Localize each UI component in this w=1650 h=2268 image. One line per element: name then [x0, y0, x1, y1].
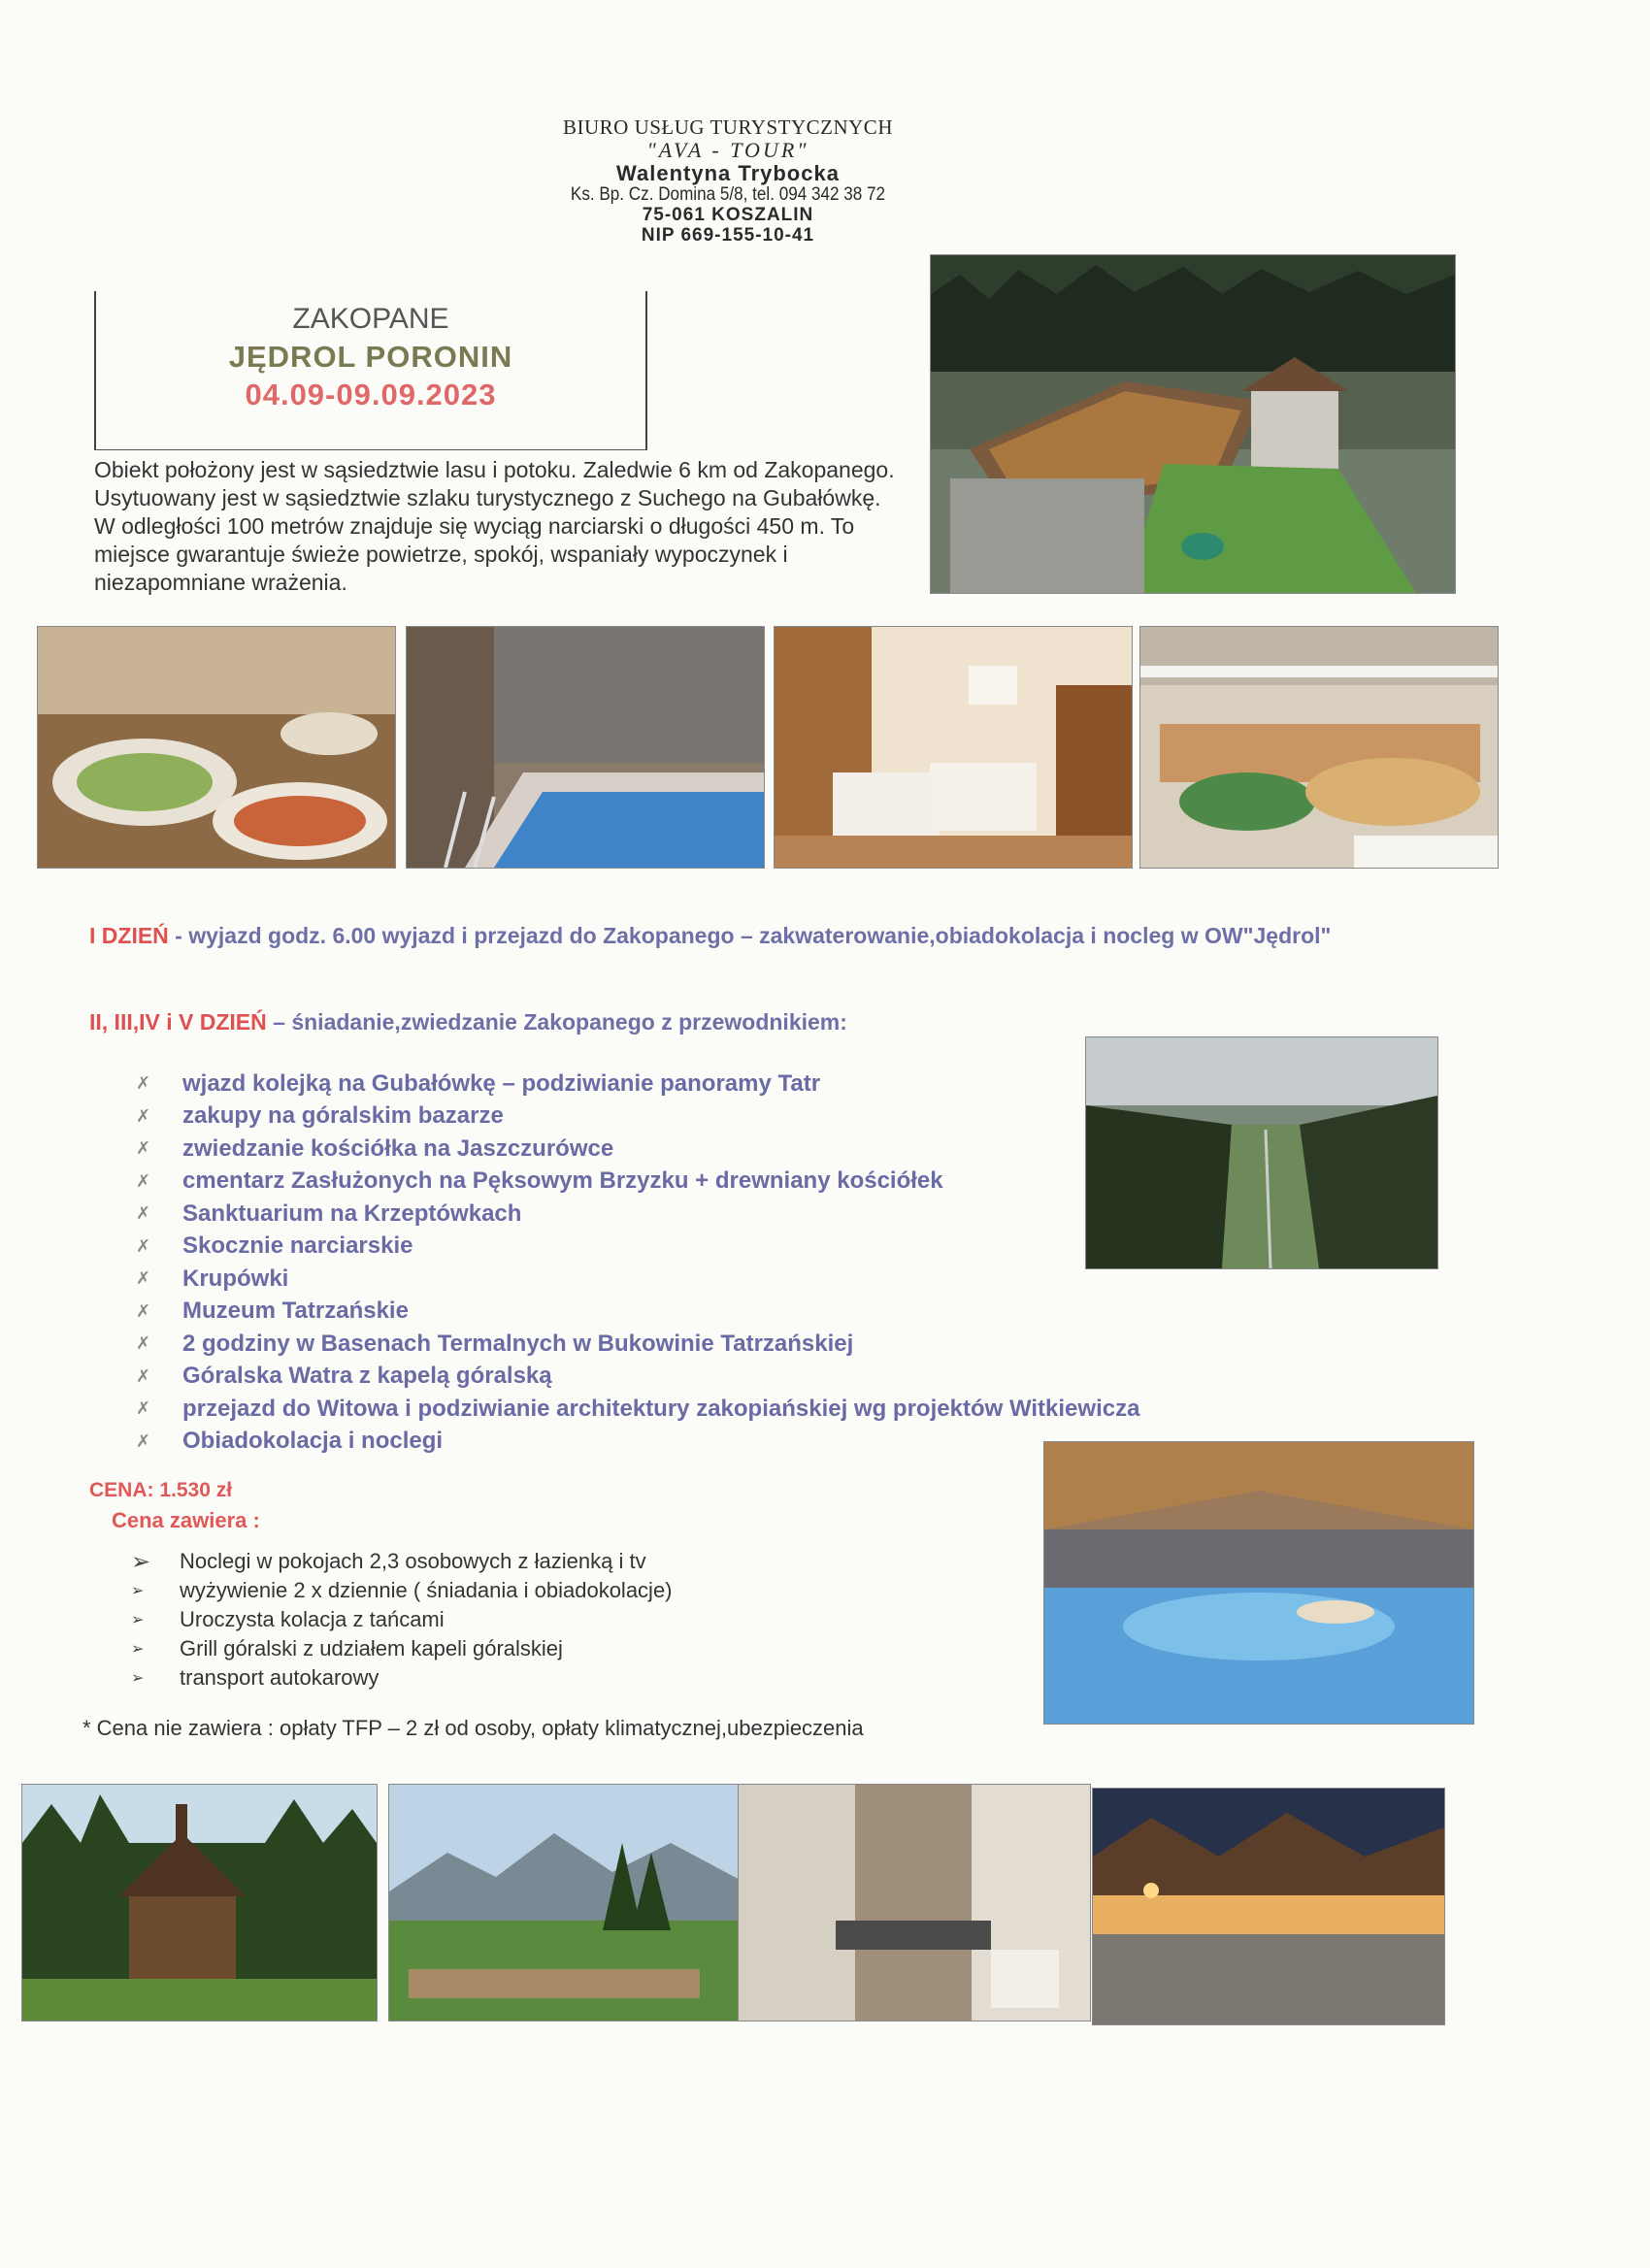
arrow-bullet-icon: ➢ [131, 1670, 145, 1687]
mountain-view-photo [388, 1784, 744, 2021]
market-stalls-photo [738, 1784, 1091, 2021]
tour-item-label: Obiadokolacja i noclegi [182, 1428, 444, 1455]
list-item [131, 1634, 673, 1663]
bedroom-photo [774, 626, 1133, 869]
tour-item-label: Góralska Watra z kapelą góralską [182, 1363, 552, 1390]
list-item [136, 1393, 1301, 1426]
tour-item-label: Skocznie narciarskie [182, 1233, 413, 1260]
x-bullet-icon: ✗ [136, 1138, 151, 1159]
day2-text [89, 1009, 1060, 1035]
tour-item-label: przejazd do Witowa i podziwianie architektury zakopiańskiej wg projektów Witkiewicza [182, 1395, 1140, 1422]
stamp-line-4: Ks. Bp. Cz. Domina 5/8, tel. 094 342 38 72 [570, 184, 886, 206]
hotel-aerial-photo [930, 254, 1456, 594]
arrow-bullet-icon: ➢ [131, 1612, 145, 1628]
x-bullet-icon: ✗ [136, 1365, 151, 1386]
day2-description: – śniadanie,zwiedzanie Zakopanego z przewodnikiem: [266, 1009, 847, 1035]
tour-list [136, 1068, 1301, 1458]
x-bullet-icon: ✗ [136, 1073, 151, 1094]
x-bullet-icon: ✗ [136, 1105, 151, 1126]
dining-photo [1139, 626, 1499, 869]
krupowki-street-photo [1092, 1788, 1445, 2025]
list-item [136, 1068, 1301, 1101]
wooden-chapel-photo [21, 1784, 378, 2021]
x-bullet-icon: ✗ [136, 1235, 151, 1256]
includes-item-label: Uroczysta kolacja z tańcami [180, 1607, 445, 1631]
tour-item-label: cmentarz Zasłużonych na Pęksowym Brzyzku + drewniany kościółek [182, 1167, 943, 1195]
title-box [94, 291, 647, 450]
list-item [136, 1361, 1301, 1394]
title-dates: 04.09-09.09.2023 [245, 378, 497, 411]
x-bullet-icon: ✗ [136, 1398, 151, 1419]
tour-item-label: Sanktuarium na Krzeptówkach [182, 1200, 522, 1227]
arrow-bullet-icon: ➢ [131, 1548, 151, 1575]
agency-stamp [505, 116, 951, 247]
stamp-line-2: "AVA - TOUR" [646, 138, 809, 163]
tour-item-label: 2 godziny w Basenach Termalnych w Bukowinie Tatrzańskiej [182, 1330, 854, 1357]
tour-item-label: zwiedzanie kościółka na Jaszczurówce [182, 1134, 614, 1162]
x-bullet-icon: ✗ [136, 1203, 151, 1224]
stamp-line-5: 75-061 KOSZALIN [642, 205, 814, 226]
thermal-baths-photo [1043, 1441, 1474, 1725]
title-city: ZAKOPANE [292, 303, 449, 335]
list-item [136, 1328, 1301, 1361]
list-item [131, 1663, 673, 1693]
day1-text [89, 920, 1429, 951]
title-place: JĘDROL PORONIN [228, 340, 513, 374]
list-item [136, 1198, 1301, 1231]
buffet-photo [37, 626, 396, 869]
x-bullet-icon: ✗ [136, 1268, 151, 1289]
includes-item-label: transport autokarowy [180, 1665, 380, 1690]
stamp-line-1: BIURO USŁUG TURYSTYCZNYCH [563, 115, 893, 139]
x-bullet-icon: ✗ [136, 1333, 151, 1354]
list-item [131, 1605, 673, 1634]
list-item [136, 1101, 1301, 1134]
tour-item-label: Muzeum Tatrzańskie [182, 1298, 409, 1325]
day2-label: II, III,IV i V DZIEŃ [89, 1009, 267, 1035]
intro-text: Obiekt położony jest w sąsiedztwie lasu i potoku. Zaledwie 6 km od Zakopanego. Usytuowany jest w sąsiedztwie szlaku turystycznego z Suchego na Gubałówkę. W odległości 100 metrów znajduje się wyciąg narciarski o długości 450 m. To miejsce gwarantuje świeże powietrze, spokój, wspaniały wypoczynek i niezapomniane wrażenia. [94, 457, 895, 595]
list-item [131, 1576, 673, 1605]
tour-item-label: wjazd kolejką na Gubałówkę – podziwianie panoramy Tatr [182, 1069, 821, 1097]
stamp-line-6: NIP 669-155-10-41 [641, 225, 815, 247]
day1-description: - wyjazd godz. 6.00 wyjazd i przejazd do Zakopanego – zakwaterowanie,obiadokolacja i nocleg w OW"Jędrol" [168, 923, 1332, 948]
list-item [136, 1231, 1301, 1264]
day1-label: I DZIEŃ [89, 923, 169, 948]
includes-label: Cena zawiera : [112, 1508, 260, 1532]
tour-item-label: Krupówki [182, 1265, 289, 1292]
arrow-bullet-icon: ➢ [131, 1583, 145, 1599]
x-bullet-icon: ✗ [136, 1170, 151, 1191]
list-item [131, 1547, 673, 1576]
x-bullet-icon: ✗ [136, 1430, 151, 1451]
tour-item-label: zakupy na góralskim bazarze [182, 1102, 504, 1130]
price-exclusions-note: * Cena nie zawiera : opłaty TFP – 2 zł od osoby, opłaty klimatycznej,ubezpieczenia [82, 1716, 864, 1740]
list-item [136, 1296, 1301, 1329]
includes-item-label: wyżywienie 2 x dziennie ( śniadania i obiadokolacje) [180, 1578, 673, 1602]
stamp-line-3: Walentyna Trybocka [616, 161, 840, 186]
list-item [136, 1133, 1301, 1166]
includes-item-label: Grill góralski z udziałem kapeli góralskiej [180, 1636, 563, 1660]
arrow-bullet-icon: ➢ [131, 1641, 145, 1658]
includes-item-label: Noclegi w pokojach 2,3 osobowych z łazienką i tv [180, 1549, 646, 1573]
list-item [136, 1166, 1301, 1199]
includes-list [131, 1547, 673, 1693]
x-bullet-icon: ✗ [136, 1300, 151, 1321]
price: CENA: 1.530 zł [89, 1479, 233, 1501]
pool-photo [406, 626, 765, 869]
list-item [136, 1263, 1301, 1296]
